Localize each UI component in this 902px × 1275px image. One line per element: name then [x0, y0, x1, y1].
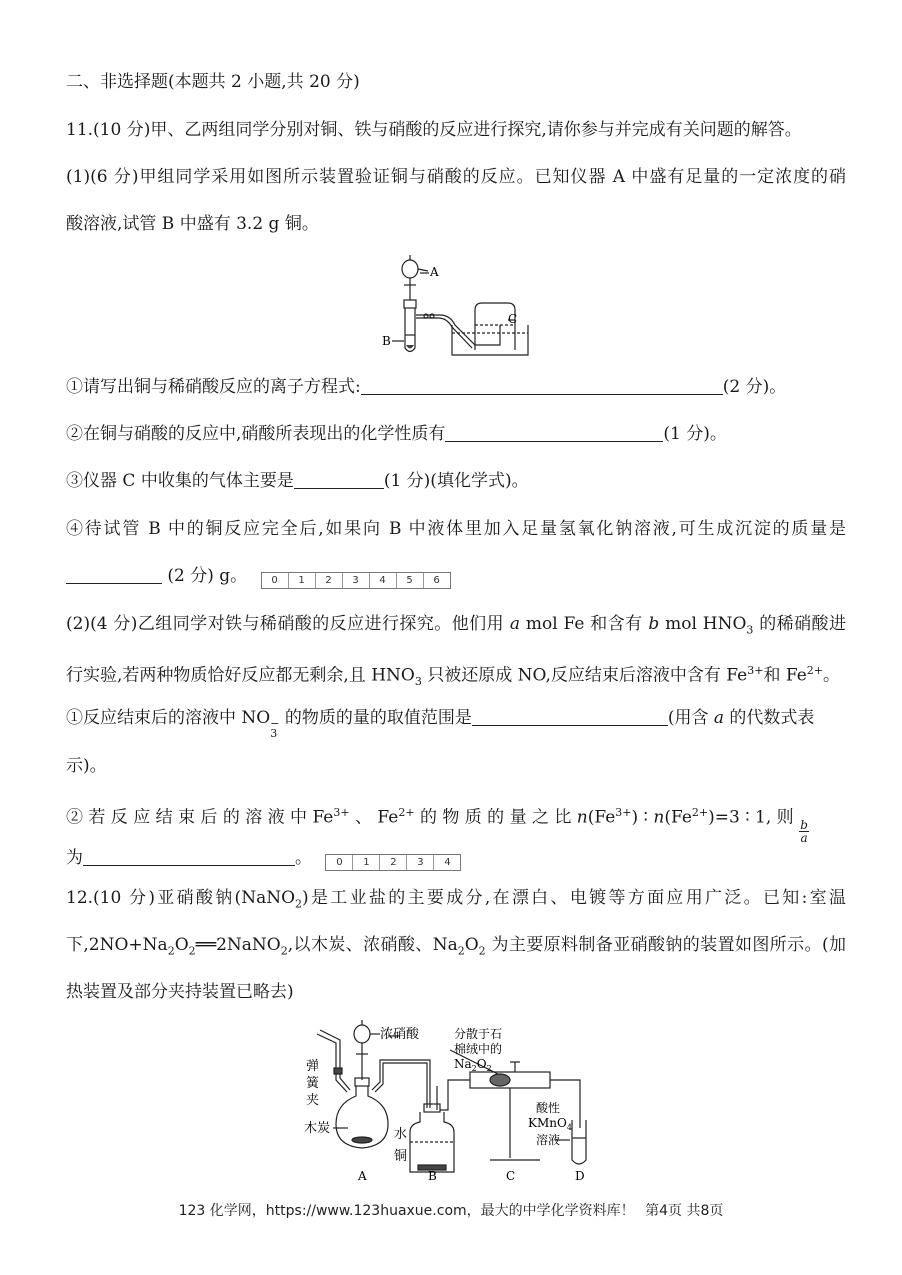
q11-part2-sub1: ①反应结束后的溶液中 NO − 3 的物质的量的取值范围是 (用含 a 的代数式表 [66, 708, 815, 740]
figure2-label-spring3: 夹 [306, 1093, 320, 1108]
figure1-label-a: A [430, 265, 439, 279]
q11-sub2 [66, 422, 846, 446]
score-cell-2[interactable]: 2 [380, 855, 407, 870]
q11-intro: 11.(10 分)甲、乙两组同学分别对铜、铁与硝酸的反应进行探究,请你参与并完成有关问题的解答。 [66, 120, 802, 140]
score-box-1 [261, 572, 451, 589]
q11-sub1-score: (2 分)。 [722, 377, 787, 397]
answer-blank-5[interactable] [472, 707, 668, 726]
q11-sub4-line2 [66, 564, 846, 589]
score-cell-6[interactable]: 6 [433, 575, 440, 586]
q11-part2-line1: (2)(4 分)乙组同学对铁与稀硝酸的反应进行探究。他们用 a mol Fe 和含有 b mol $HNO_3$ 的稀硝酸进 [66, 614, 846, 637]
figure2-label-conc-acid: 浓硝酸 [380, 1027, 420, 1042]
q11-part2-sub1-line2: 示)。 [66, 756, 107, 776]
q11-sub2-score: (1 分)。 [663, 424, 727, 444]
q11-sub3-text: ③仪器 C 中收集的气体主要是 [66, 471, 294, 491]
score-cell-0[interactable]: 0 [262, 573, 289, 588]
figure1-label-c: C [508, 312, 518, 326]
q12-line2: 下$,2NO+Na_2O_2══2NaNO_2$,以木炭、浓硝酸、$Na_2O_2$ 为主要原料制备亚硝酸钠的装置如图所示。(加 [66, 935, 846, 958]
score-cell-2[interactable]: 2 [316, 573, 343, 588]
q11-sub4-score: (2 分) g。 [167, 566, 248, 586]
figure2-label-solution: 溶液 [536, 1133, 561, 1147]
figure2-label-kmno4: KMnO$_4$ [528, 1116, 572, 1132]
score-cell-3[interactable]: 3 [407, 855, 434, 870]
figure2-label-a: A [358, 1169, 367, 1183]
answer-blank-1[interactable] [361, 376, 723, 395]
figure2-label-d: D [575, 1169, 585, 1183]
page-footer [0, 1200, 902, 1220]
score-cell-4[interactable]: 4 [444, 857, 451, 868]
figure2-label-spring2: 簧 [306, 1076, 320, 1091]
q11-sub1 [66, 375, 846, 399]
section-title: 二、非选择题(本题共 2 小题,共 20 分) [66, 72, 360, 92]
figure2-label-spring1: 弹 [306, 1059, 320, 1074]
q11-part2-sub2: ② 若 反 应 结 束 后 的 溶 液 中 $Fe^{3+}$ 、 $Fe^{2+}$ 的 物 质 的 量 之 比 $n(Fe^{3+})$ ∶ $n(Fe^{2+})=3$ ∶ 1, 则 $\frac{b}{a}$ [66, 806, 808, 845]
figure2-label-charcoal: 木炭 [304, 1121, 331, 1136]
score-cell-3[interactable]: 3 [343, 573, 370, 588]
score-cell-4[interactable]: 4 [370, 573, 397, 588]
q11-sub1-text: ①请写出铜与稀硝酸反应的离子方程式: [66, 377, 361, 397]
figure2-label-dispersed2: 棉绒中的 [454, 1042, 503, 1056]
answer-blank-4[interactable] [66, 565, 162, 584]
figure2-label-na2o2: $Na_2O_2$ [454, 1057, 492, 1073]
figure1-label-b: B [382, 334, 391, 348]
score-cell-5[interactable]: 5 [397, 573, 424, 588]
footer-site: 123 化学网，https://www.123huaxue.com，最大的中学化学资料库！ [178, 1203, 635, 1219]
answer-blank-2[interactable] [445, 423, 663, 442]
answer-blank-6[interactable] [83, 847, 295, 866]
q12-line1: 12.(10 分)亚硝酸钠(NaNO$_2$)是工业盐的主要成分,在漂白、电镀等方面应用广泛。已知:室温 [66, 888, 846, 911]
figure2-label-water: 水 [394, 1127, 408, 1142]
figure2-label-dispersed1: 分散于石 [454, 1027, 503, 1041]
q11-part2-line2: 行实验,若两种物质恰好反应都无剩余,且 $HNO_3$ 只被还原成 NO,反应结束后溶液中含有 $Fe^{3+}$和 $Fe^{2+}$。 [66, 664, 840, 689]
figure2-label-acidic: 酸性 [536, 1101, 561, 1115]
figure2-label-copper: 铜 [394, 1149, 408, 1164]
q11-part1-line2: 酸溶液,试管 B 中盛有 3.2 g 铜。 [66, 214, 319, 234]
footer-page-number: 第4页 共8页 [645, 1203, 724, 1219]
score-cell-1[interactable]: 1 [353, 855, 380, 870]
figure2-label-c: C [506, 1169, 516, 1183]
figure2-label-b: B [428, 1169, 437, 1183]
figure-copper-nitric-apparatus [380, 255, 540, 365]
fraction-b-over-a: $\frac{b}{a}$ [800, 817, 808, 845]
q11-part2-sub2-line2: 为 。 0 1 2 3 4 [66, 846, 846, 871]
q12-line3: 热装置及部分夹持装置已略去) [66, 982, 294, 1002]
figure-sodium-nitrite-apparatus [300, 1020, 620, 1190]
score-box-2 [325, 854, 461, 871]
score-cell-1[interactable]: 1 [289, 573, 316, 588]
q11-sub2-text: ②在铜与硝酸的反应中,硝酸所表现出的化学性质有 [66, 424, 446, 444]
q11-part1-line1: (1)(6 分)甲组同学采用如图所示装置验证铜与硝酸的反应。已知仪器 A 中盛有足量的一定浓度的硝 [66, 167, 846, 187]
score-cell-0[interactable]: 0 [326, 855, 353, 870]
q11-sub3 [66, 469, 846, 493]
answer-blank-3[interactable] [294, 470, 384, 489]
q11-sub3-score: (1 分)(填化学式)。 [383, 471, 529, 491]
q11-sub4-line1: ④待试管 B 中的铜反应完全后,如果向 B 中液体里加入足量氢氧化钠溶液,可生成沉淀的质量是 [66, 519, 846, 539]
